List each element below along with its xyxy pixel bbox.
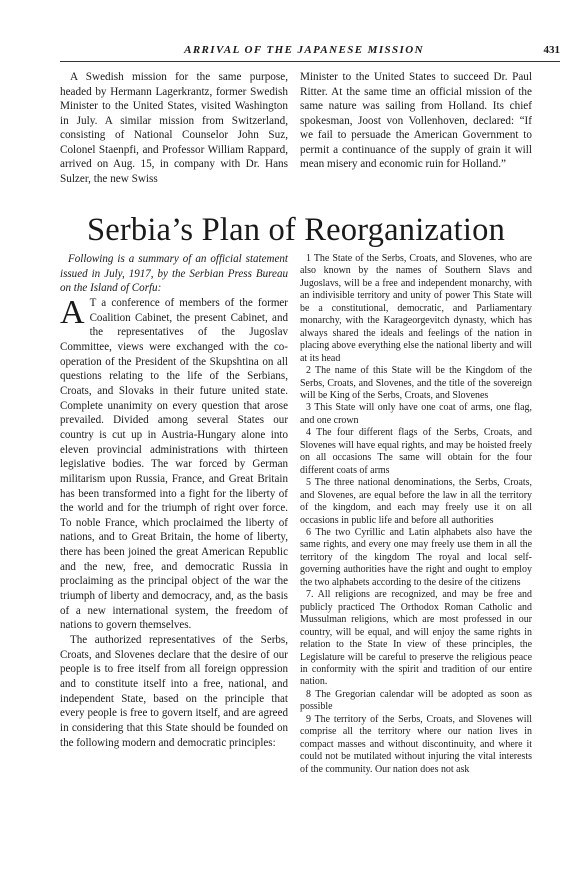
swedish-mission-paragraph: A Swedish mission for the same purpose, headed by Hermann Lagerkrantz, former Swedish Minister to the United States, visited Washington in July. A similar mission from Switzerland, consisting of National Counselor John Suz, Colonel Staenpfi, and Professor William Rappard, arrived on Aug. 15, in company with Dr. Hans Sulzer, the new Swiss [60, 71, 288, 185]
drop-cap: A [60, 293, 85, 331]
running-head [60, 44, 560, 62]
top-right-column [300, 70, 532, 172]
principle-item: 4 The four different flags of the Serbs, Croats, and Slovenes will have equal rights, and may be hoisted freely on all occasions The same will obtain for the four different coats of arms [300, 427, 532, 476]
header-rule [60, 61, 560, 62]
declaration-paragraph: The authorized representatives of the Serbs, Croats, and Slovenes declare that the desire of our people is to free itself from all foreign oppression and to constitute itself into a free, national, and independent State, based on the principle that every people is free to govern itself, and are agreed in considering that this State should be founded on the following modern and democratic principles: [60, 634, 288, 749]
principle-item: 7. All religions are recognized, and may be free and publicly practiced The Orthodox Roman Catholic and Mussulman religions, which are most professed in our country, will be equal, and will enjoy the same rights in relation to the State In view of these principles, the Legislature will be careful to preserve the religious peace in conformity with the spirit and tradition of our entire nation. [300, 589, 532, 688]
lead-paragraph [60, 293, 288, 633]
principle-item: 3 This State will only have one coat of arms, one flag, and one crown [300, 402, 532, 426]
article-intro: Following is a summary of an official statement issued in July, 1917, by the Serbian Press Bureau on the Island of Corfu: [60, 253, 288, 295]
principle-item: 6 The two Cyrillic and Latin alphabets also have the same rights, and every one may freely use them in all the territory of the kingdom The royal and local self-governing authorities have the right and ought to employ the two alphabets according to the desire of the citizens [300, 526, 532, 588]
running-title: ARRIVAL OF THE JAPANESE MISSION [184, 44, 424, 56]
page-number: 431 [543, 44, 560, 56]
article-right-column [300, 253, 532, 776]
lead-paragraph-text: T a conference of members of the former Coalition Cabinet, the present Cabinet, and the representatives of the Jugoslav Committee, views were exchanged with the co-operation of the President of the Skupshtina on all questions relating to the life of the Serbians, Croats, and Slovaks in their future united state. Complete unanimity on every question that arose prevailed. Divided among several States our country is cut up in Austria-Hungary alone into eleven provincial administrations with thirteen legislative bodies. The war forced by German militarism upon Russia, France, and Great Britain has been transformed into a fight for the liberty of the world and for the triumph of right over force. To noble France, which proclaimed the liberty of nations, and to Great Britain, the home of liberty, there has been joined the great American Republic and the new, free, and democratic Russia in proclaiming as the principal object of the war the triumph of liberty and democracy, and, as the basis of a new international system, the freedom of nations to govern themselves. [60, 296, 288, 632]
principle-item: 2 The name of this State will be the Kingdom of the Serbs, Croats, and Slovenes, and the title of the sovereign will be King of the Serbs, Croats, and Slovenes [300, 365, 532, 401]
principle-item: 8 The Gregorian calendar will be adopted as soon as possible [300, 688, 532, 713]
principle-item: 5 The three national denominations, the Serbs, Croats, and Slovenes, are equal before the law in all the territory of the kingdom, and each may freely use it on all occasions in public life and before all authorities [300, 477, 532, 526]
article-left-column [60, 252, 288, 750]
principle-item: 9 The territory of the Serbs, Croats, and Slovenes will comprise all the territory where our nation lives in compact masses and without discontinuity, and where it could not be mutilated without injuring the vital interests of the community. Our nation does not ask [300, 713, 532, 775]
principle-item: 1 The State of the Serbs, Croats, and Slovenes, who are also known by the names of Southern Slavs and Jugoslavs, will be a free and independent monarchy, with an indivisible territory and unity of power This State will be a constitutional, democratic, and Parliamentary monarchy, with the Karageorgevitch dynasty, which has always shared the ideals and feelings of the nation in placing above everything else the national liberty and will at its head [300, 253, 532, 364]
article-title: Serbia’s Plan of Reorganization [86, 212, 506, 248]
dutch-mission-paragraph: Minister to the United States to succeed Dr. Paul Ritter. At the same time an official mission of the same nature was sailing from Holland. Its chief spokesman, Joost von Vollenhoven, declared: “If we fail to persuade the American Government to permit a continuance of the supply of grain it will mean misery and economic ruin for Holland.” [300, 71, 532, 171]
top-left-column [60, 70, 288, 186]
